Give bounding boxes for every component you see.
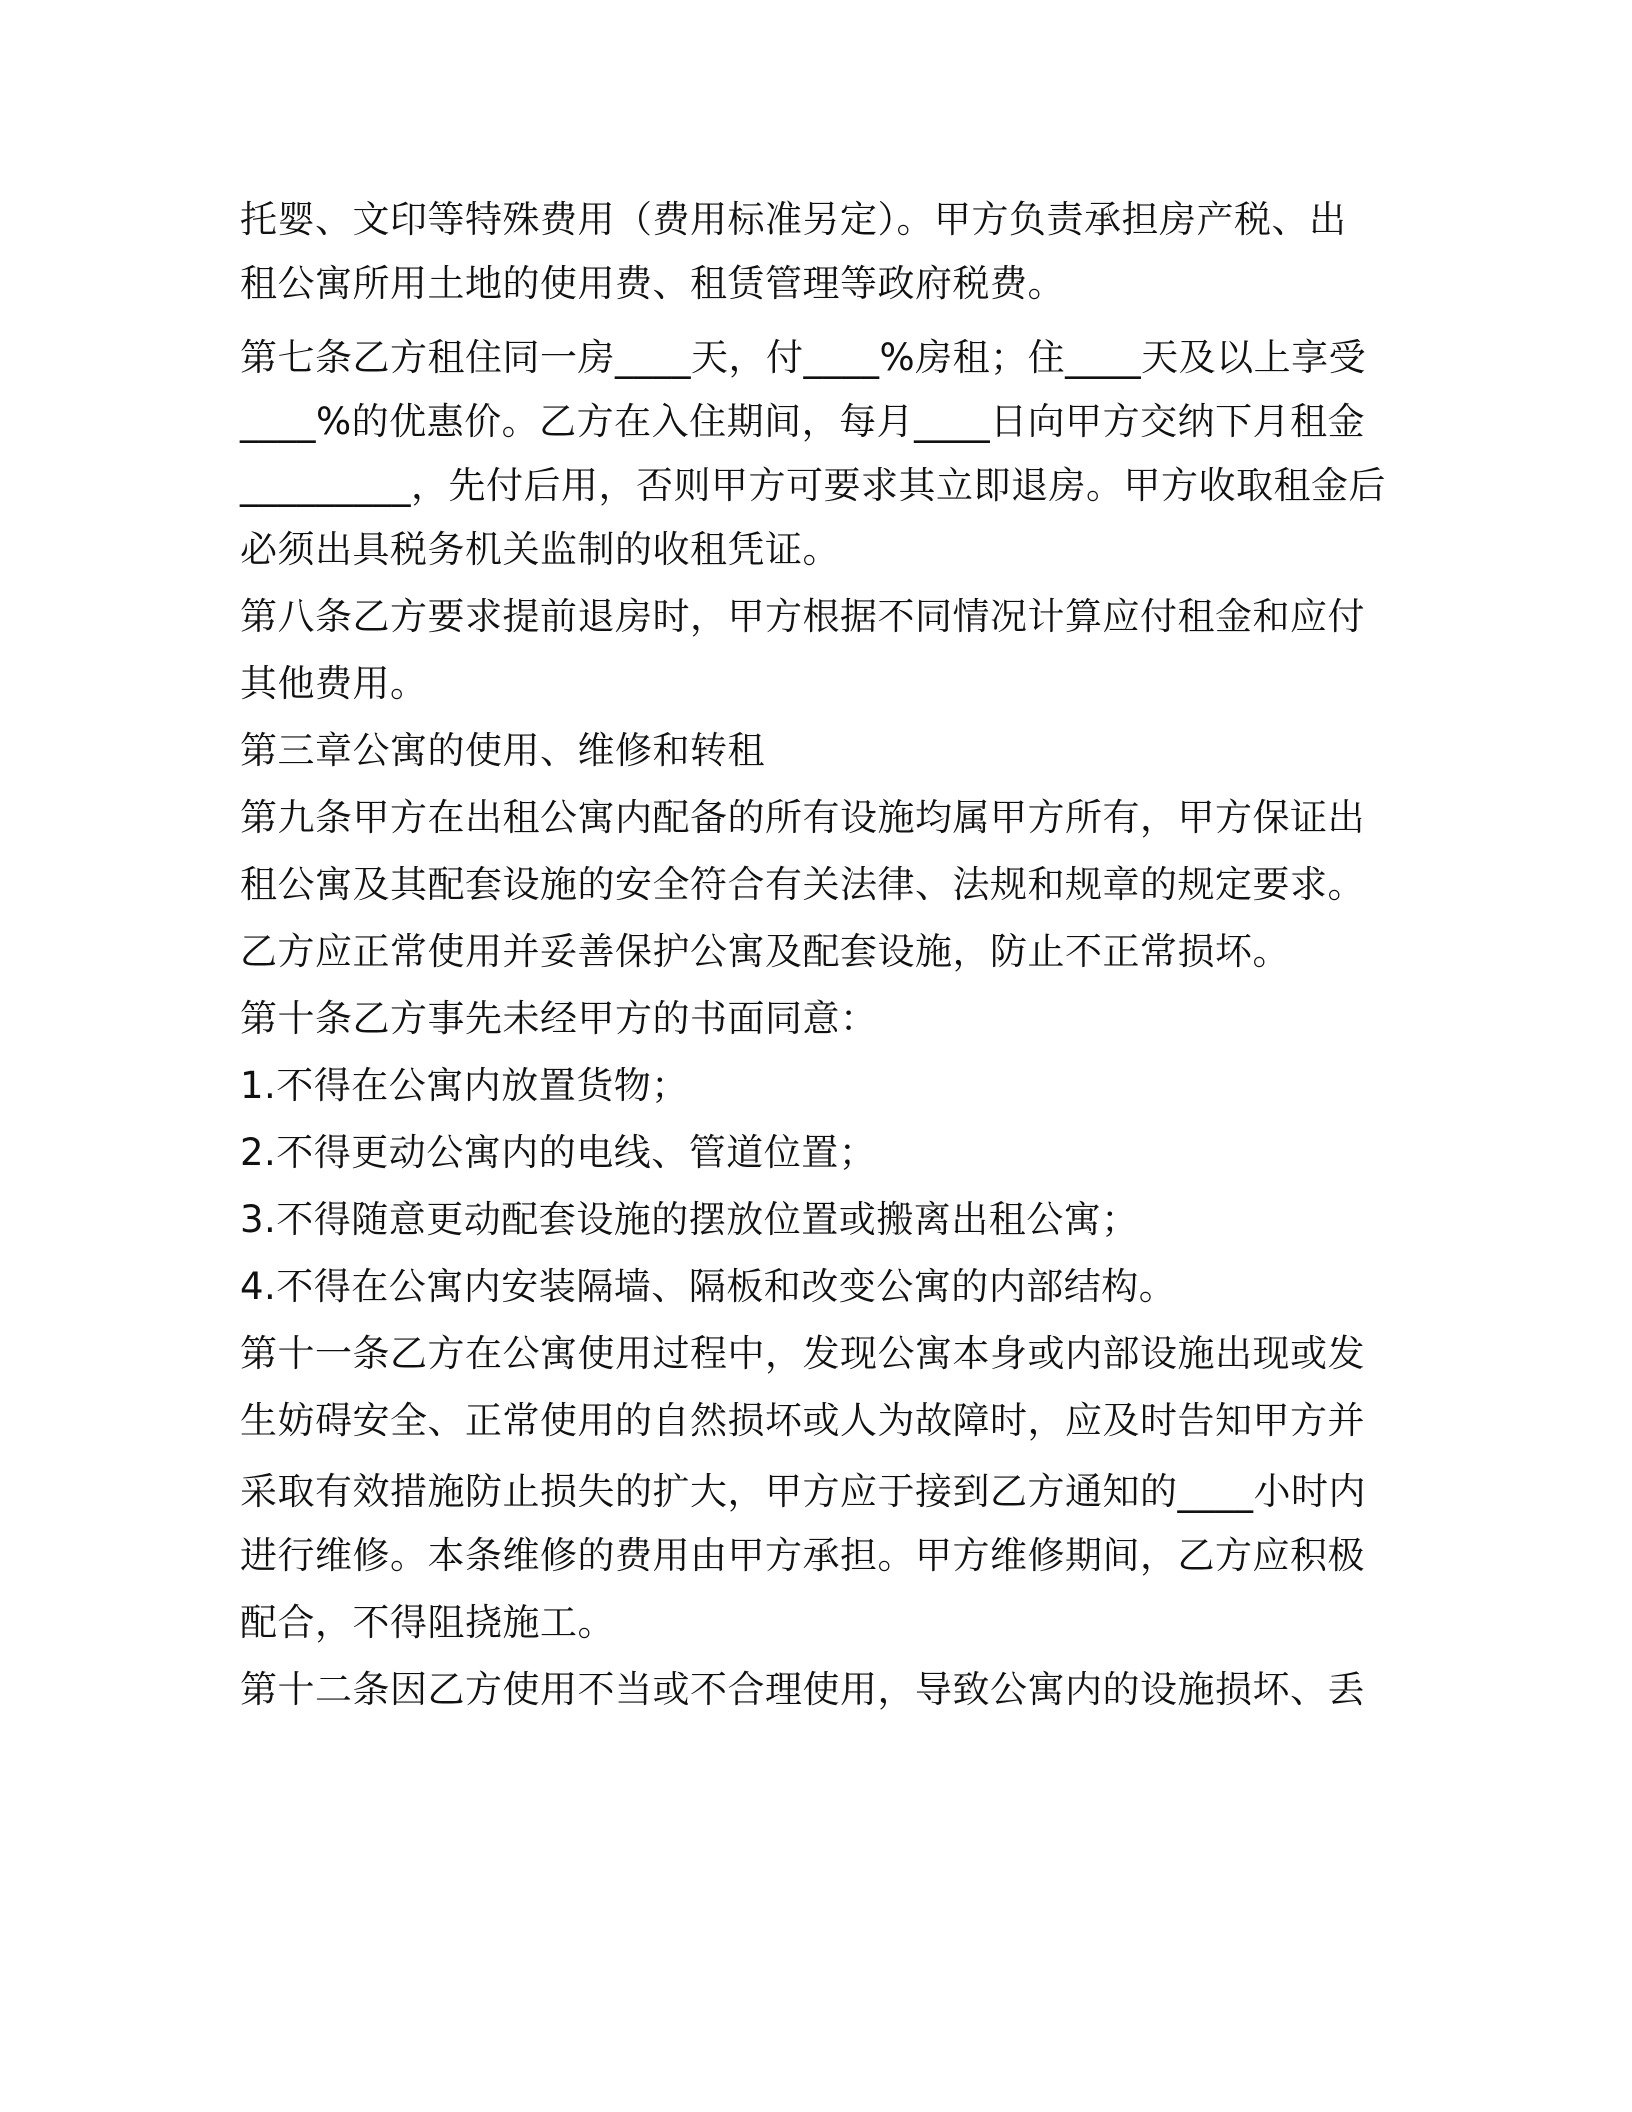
text-line: 乙方应正常使用并妥善保护公寓及配套设施，防止不正常损坏。: [240, 930, 1290, 973]
list-item: 4.不得在公寓内安装隔墙、隔板和改变公寓的内部结构。: [240, 1265, 1177, 1308]
text-line: 第八条乙方要求提前退房时，甲方根据不同情况计算应付租金和应付: [240, 595, 1365, 638]
text-line: ____%的优惠价。乙方在入住期间，每月____日向甲方交纳下月租金: [240, 400, 1366, 443]
text-line: 生妨碍安全、正常使用的自然损坏或人为故障时，应及时告知甲方并: [240, 1399, 1365, 1442]
text-line: 第十二条因乙方使用不当或不合理使用，导致公寓内的设施损坏、丢: [240, 1668, 1365, 1711]
text-line: 配合，不得阻挠施工。: [240, 1601, 615, 1644]
text-line: 托婴、文印等特殊费用（费用标准另定）。甲方负责承担房产税、出: [240, 198, 1347, 241]
text-line: 租公寓及其配套设施的安全符合有关法律、法规和规章的规定要求。: [240, 863, 1365, 906]
text-line: 第九条甲方在出租公寓内配备的所有设施均属甲方所有，甲方保证出: [240, 796, 1365, 839]
text-line: 第七条乙方租住同一房____天，付____%房租；住____天及以上享受: [240, 336, 1367, 379]
text-line: 采取有效措施防止损失的扩大，甲方应于接到乙方通知的____小时内: [240, 1470, 1366, 1513]
text-line: 租公寓所用土地的使用费、租赁管理等政府税费。: [240, 262, 1065, 305]
text-line: 进行维修。本条维修的费用由甲方承担。甲方维修期间，乙方应积极: [240, 1534, 1365, 1577]
text-line: 其他费用。: [240, 662, 428, 705]
list-item: 3.不得随意更动配套设施的摆放位置或搬离出租公寓；: [240, 1198, 1139, 1241]
list-item: 1.不得在公寓内放置货物；: [240, 1064, 689, 1107]
text-line: 第十一条乙方在公寓使用过程中，发现公寓本身或内部设施出现或发: [240, 1332, 1365, 1375]
section-heading: 第三章公寓的使用、维修和转租: [240, 729, 765, 772]
text-line: 第十条乙方事先未经甲方的书面同意：: [240, 997, 878, 1040]
text-line: _________，先付后用，否则甲方可要求其立即退房。甲方收取租金后: [240, 464, 1386, 507]
list-item: 2.不得更动公寓内的电线、管道位置；: [240, 1131, 877, 1174]
text-line: 必须出具税务机关监制的收租凭证。: [240, 528, 840, 571]
